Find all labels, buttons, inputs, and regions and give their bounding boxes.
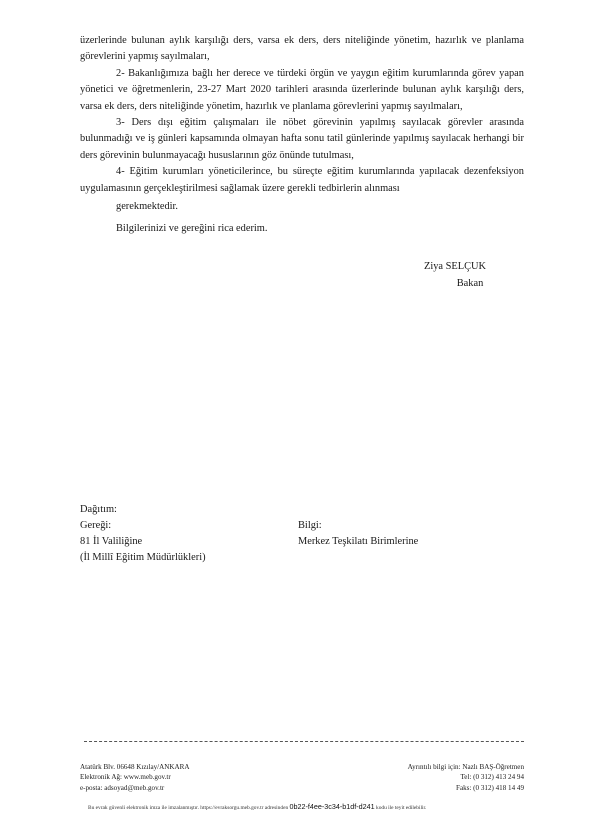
signatory-title: Bakan — [456, 278, 484, 289]
footer-contact-right — [408, 762, 524, 793]
info-recipient: Merkez Teşkilatı Birimlerine — [298, 536, 419, 547]
paragraph-1-continuation: üzerlerinde bulunan aylık karşılığı ders, varsa ek ders, ders niteliğinde yönetim, hazırlık ve planlama görevlerini yapmış sayılmaları, — [80, 35, 524, 63]
paragraph-2: 2- Bakanlığımıza bağlı her derece ve türdeki örgün ve yaygın eğitim kurumlarında görev yapan yönetici ve öğretmenlerin, 23-27 Mart 2020 tarihleri arasında üzerlerinde bulunan aylık karşılığı ders, varsa ek ders, ders niteliğinde yönetim, hazırlık ve planlama görevlerini yapmış sayılmaları, — [80, 67, 524, 112]
footer-contact-person: Ayrıntılı bilgi için: Nazlı BAŞ-Öğretmen — [407, 763, 524, 771]
distribution-block — [80, 502, 520, 566]
closing-line: Bilgilerinizi ve gereğini rica ederim. — [116, 223, 268, 235]
distribution-heading: Dağıtım: — [80, 504, 117, 515]
action-recipient: 81 İl Valiliğine — [80, 536, 143, 547]
signature-block — [390, 258, 510, 292]
footer-phone: Tel: (0 312) 413 24 94 — [460, 773, 524, 782]
paragraph-3: 3- Ders dışı eğitim çalışmaları ile nöbet görevinin yapılmış sayılacak görevler arasında bulunmadığı ve iş günleri kapsamında olmayan hafta sonu tatil günlerinde yapılmış sayılacak herhangi bir ders görevinin bulunmayacağı hususlarının göz önünde tutulması, — [80, 117, 524, 161]
action-label: Gereği: — [80, 520, 112, 531]
action-recipient-detail: (İl Millî Eğitim Müdürlükleri) — [80, 552, 206, 563]
info-label: Bilgi: — [298, 520, 322, 531]
footer-email: e-posta: adsoyad@meb.gov.tr — [80, 783, 165, 792]
verification-suffix: kodu ile teyit edilebilir. — [376, 805, 427, 811]
verification-line — [88, 802, 524, 811]
footer-address: Atatürk Blv. 06648 Kızılay/ANKARA — [80, 763, 190, 771]
verification-prefix: Bu evrak güvenli elektronik imza ile imzalanmıştır. https://evraksorgu.meb.gov.tr adresinden — [88, 805, 289, 811]
footer-contact-left — [80, 762, 189, 793]
footer-divider — [84, 741, 524, 742]
footer-fax: Faks: (0 312) 418 14 49 — [456, 783, 524, 792]
footer-website: Elektronik Ağ: www.meb.gov.tr — [80, 773, 171, 782]
paragraph-4: 4- Eğitim kurumları yöneticilerince, bu süreçte eğitim kurumlarında yapılacak dezenfeksiyon uygulamasının gerçekleştirilmesi sağlamak üzere gerekli tedbirlerin alınması — [80, 166, 524, 194]
paragraph-4-ending: gerekmektedir. — [116, 201, 179, 213]
verification-code: 0b22-f4ee-3c34-b1df-d241 — [289, 802, 375, 811]
signatory-name: Ziya SELÇUK — [423, 261, 487, 272]
letter-body — [80, 33, 524, 238]
